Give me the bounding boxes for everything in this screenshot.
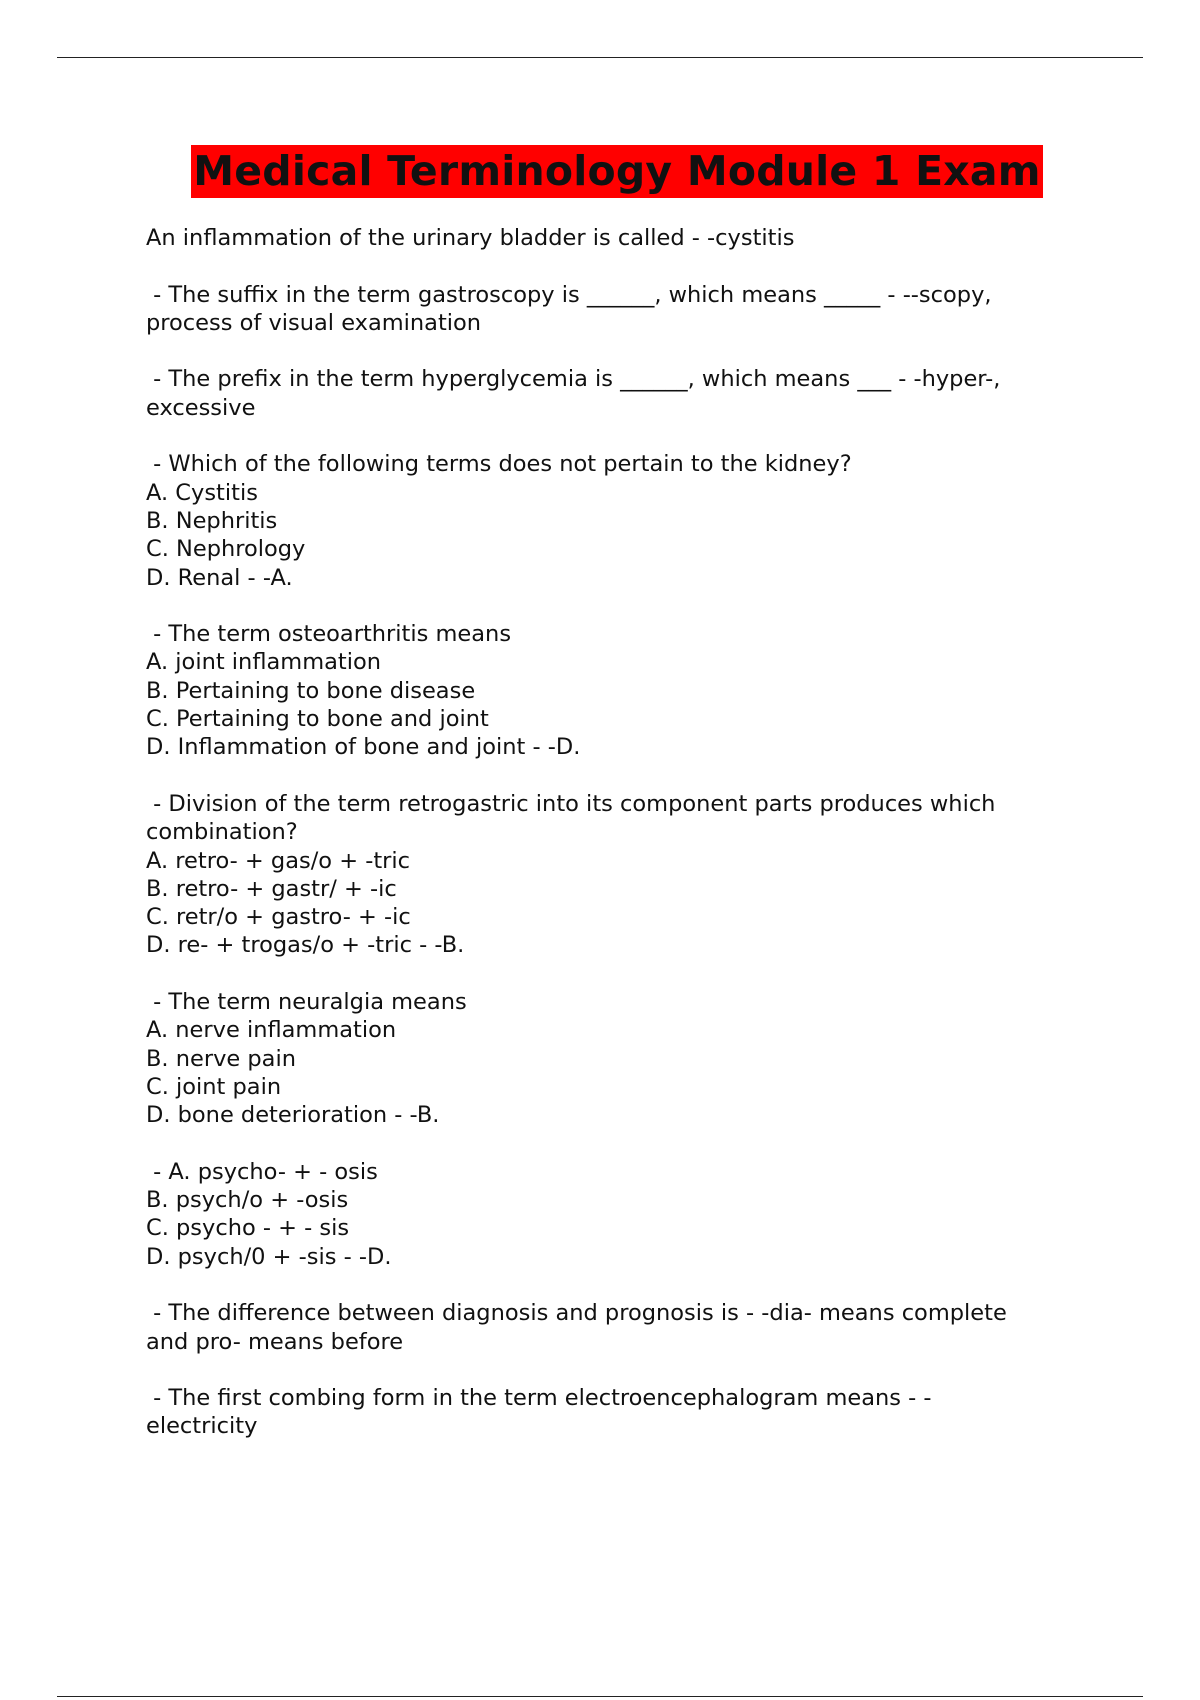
text-line: C. Pertaining to bone and joint [146,706,489,733]
text-line: combination? [146,819,298,846]
text-line: D. Inflammation of bone and joint - -D. [146,734,581,761]
text-line: A. nerve inflammation [146,1017,397,1044]
question-block [146,988,1076,1129]
text-line: C. joint pain [146,1073,282,1100]
text-line: A. retro- + gas/o + -tric [146,847,411,874]
text-line: - The suffix in the term gastroscopy is ______, which means _____ - --scopy, [146,281,992,308]
text-line: An inflammation of the urinary bladder is called - -cystitis [146,225,795,251]
text-line: C. retr/o + gastro- + -ic [146,904,411,931]
question-block [146,1299,1076,1356]
question-block [146,365,1076,422]
text-line: electricity [146,1413,258,1440]
text-line: process of visual examination [146,309,482,336]
text-line: A. joint inflammation [146,649,381,676]
text-line: - The prefix in the term hyperglycemia is ______, which means ___ - -hyper-, [146,366,1001,393]
page-title: Medical Terminology Module 1 Exam [191,145,1042,198]
text-line: excessive [146,394,256,421]
text-line: B. retro- + gastr/ + -ic [146,875,397,902]
text-line: C. Nephrology [146,536,306,563]
question-block [146,281,1076,338]
text-line: B. psych/o + -osis [146,1187,349,1214]
document-body [146,224,1076,1469]
text-line: C. psycho - + - sis [146,1215,350,1242]
title-wrapper [0,145,1200,198]
text-line: D. re- + trogas/o + -tric - -B. [146,932,465,959]
text-line: - The term neuralgia means [146,989,467,1016]
text-line: B. Nephritis [146,507,278,534]
question-block [146,1384,1076,1441]
question-block [146,790,1076,960]
text-line: D. psych/0 + -sis - -D. [146,1243,392,1270]
text-line: and pro- means before [146,1328,404,1355]
text-line: - The difference between diagnosis and prognosis is - -dia- means complete [146,1300,1007,1327]
text-line: - The first combing form in the term electroencephalogram means - - [146,1385,932,1412]
question-block [146,224,1076,252]
question-block [146,450,1076,591]
text-line: - Which of the following terms does not pertain to the kidney? [146,451,852,478]
question-block [146,620,1076,761]
text-line: B. nerve pain [146,1045,296,1072]
text-line: D. bone deterioration - -B. [146,1102,440,1129]
text-line: - A. psycho- + - osis [146,1158,378,1185]
text-line: - Division of the term retrogastric into its component parts produces which [146,790,996,817]
bottom-rule [57,1696,1143,1697]
text-line: B. Pertaining to bone disease [146,677,476,704]
text-line: D. Renal - -A. [146,564,293,591]
question-block [146,1158,1076,1271]
top-rule [57,57,1143,58]
text-line: A. Cystitis [146,479,258,506]
text-line: - The term osteoarthritis means [146,621,512,648]
